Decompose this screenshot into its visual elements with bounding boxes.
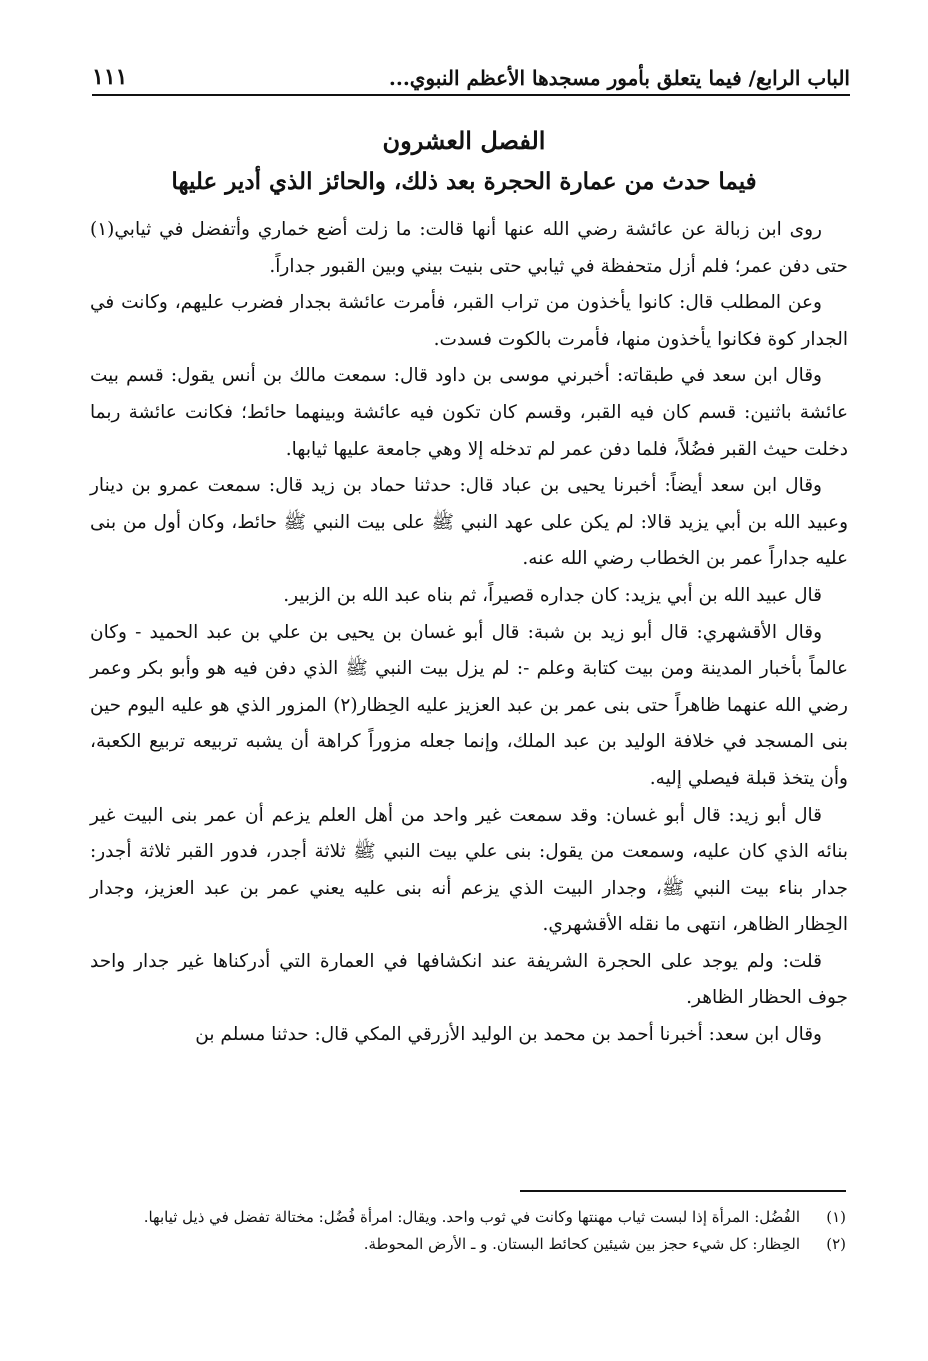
footnote (90, 1204, 846, 1231)
paragraph: وقال ابن سعد أيضاً: أخبرنا يحيى بن عباد قال: حدثنا حماد بن زيد قال: سمعت عمرو بن دينار وعبيد الله بن أبي يزيد قالا: لم يكن على عهد النبي ﷺ على بيت النبي ﷺ حائط، وكان أول من بنى عليه جداراً عمر بن الخطاب رضي الله عنه. (90, 475, 848, 570)
footnote-number: (١) (826, 1208, 846, 1226)
footnote (90, 1231, 846, 1258)
footnote-text: الفُضُل: المرأة إذا لبست ثياب مهنتها وكانت في ثوب واحد. ويقال: امرأة فُضُل: مختالة تفضل في ذيل ثيابها. (143, 1208, 800, 1226)
page-number: ١١١ (92, 64, 128, 90)
paragraph: وقال ابن سعد في طبقاته: أخبرني موسى بن داود قال: سمعت مالك بن أنس يقول: قسم بيت عائشة باثنين: قسم كان فيه القبر، وقسم كان تكون فيه عائشة وبينهما حائط؛ فكانت عائشة ربما دخلت حيث القبر فضُلاً، فلما دفن عمر لم تدخله إلا وهي جامعة عليها ثيابها. (90, 365, 848, 460)
running-header-title: الباب الرابع/ فيما يتعلق بأمور مسجدها الأعظم النبوي... (388, 66, 850, 90)
paragraph: قال عبيد الله بن أبي يزيد: كان جداره قصيراً، ثم بناه عبد الله بن الزبير. (283, 584, 822, 606)
paragraph: قال أبو زيد: قال أبو غسان: وقد سمعت غير واحد من أهل العلم يزعم أن عمر بنى البيت غير بنائه الذي كان عليه، وسمعت من يقول: بنى علي بيت النبي ﷺ ثلاثة أجدر، فدور القبر ثلاثة أجدر: جدار بناء بيت النبي ﷺ، وجدار البيت الذي يزعم أنه بنى عليه يعني عمر بن عبد العزيز، وجدار الحِظار الظاهر، انتهى ما نقله الأقشهري. (90, 804, 848, 936)
paragraph: وعن المطلب قال: كانوا يأخذون من تراب القبر، فأمرت عائشة بجدار فضرب عليهم، وكانت في الجدار كوة فكانوا يأخذون منها، فأمرت بالكوت فسدت. (90, 292, 848, 350)
paragraph: وقال الأقشهري: قال أبو زيد بن شبة: قال أبو غسان بن يحيى بن علي بن عبد الحميد - وكان عالماً بأخبار المدينة ومن بيت كتابة وعلم -: لم يزل بيت النبي ﷺ الذي دفن فيه هو وأبو بكر وعمر رضي الله عنهما ظاهراً حتى بنى عمر بن عبد العزيز عليه الحِظار(٢) المزور الذي هو عليه اليوم حين بنى المسجد في خلافة الوليد بن عبد الملك، وإنما جعله مزوراً كراهة أن يشبه تربيعه تربيع الكعبة، وأن يتخذ قبلة فيصلي إليه. (90, 621, 848, 789)
paragraph: روى ابن زبالة عن عائشة رضي الله عنها أنها قالت: ما زلت أضع خماري وأتفضل في ثيابي(١) حتى دفن عمر؛ فلم أزل متحفظة في ثيابي حتى بنيت بيني وبين القبور جداراً. (90, 219, 848, 277)
footnote-separator (520, 1190, 846, 1192)
body-text (90, 212, 848, 1054)
footnotes (90, 1204, 846, 1258)
chapter-title: الفصل العشرون (382, 126, 546, 155)
paragraph: قلت: ولم يوجد على الحجرة الشريفة عند انكشافها في العمارة التي أدركناها غير جدار واحد جوف الحظار الظاهر. (90, 950, 848, 1009)
footnote-text: الحِظار: كل شيء حجز بين شيئين كحائط البستان. و ـ الأرض المحوطة. (363, 1235, 800, 1253)
running-header (92, 44, 850, 96)
footnote-number: (٢) (826, 1235, 846, 1253)
chapter-subtitle: فيما حدث من عمارة الحجرة بعد ذلك، والحائز الذي أدير عليها (171, 168, 757, 195)
paragraph: وقال ابن سعد: أخبرنا أحمد بن محمد بن الوليد الأزرقي المكي قال: حدثنا مسلم بن (195, 1024, 822, 1046)
